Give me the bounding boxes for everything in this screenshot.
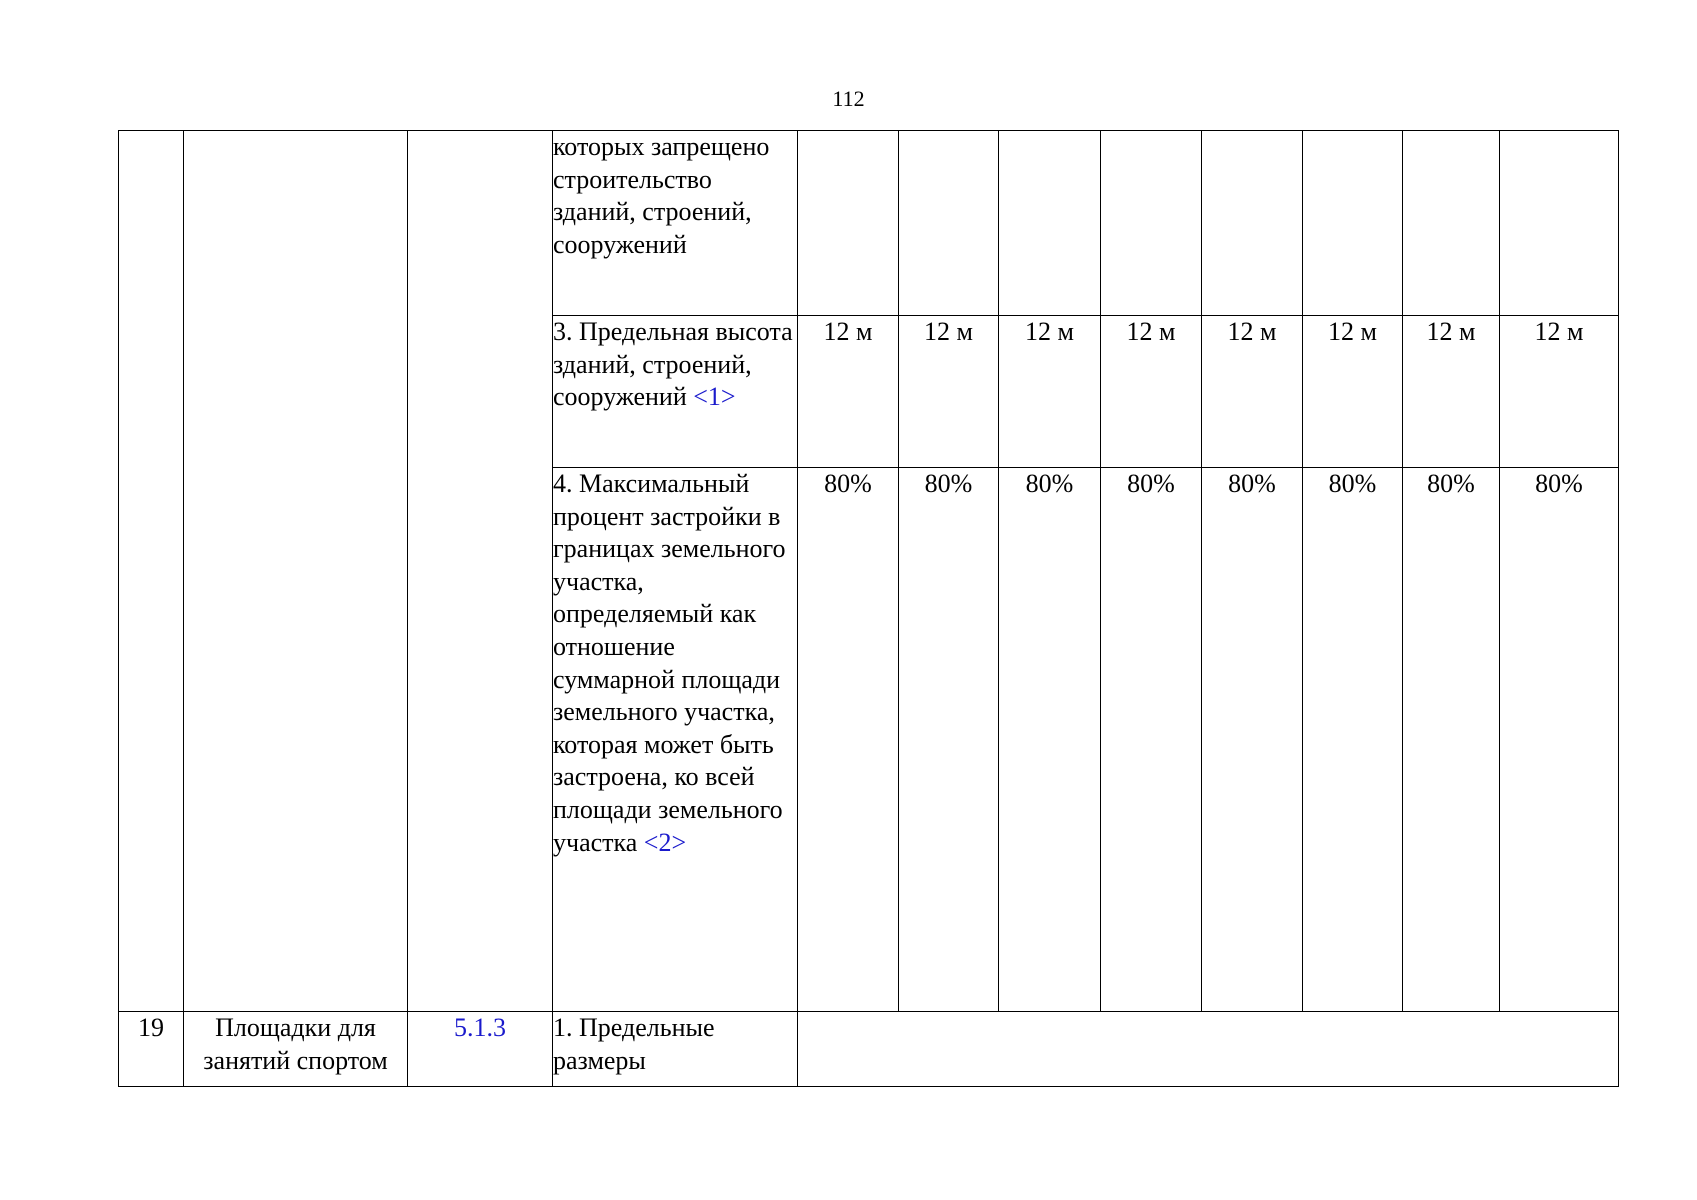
value-cell: 12 м (798, 316, 899, 468)
value-cell: 80% (798, 468, 899, 1012)
use-type-name: Площадки для занятий спортом (184, 1012, 408, 1087)
value-cell: 80% (1101, 468, 1202, 1012)
value-cell (1303, 131, 1403, 316)
merged-value-cell (798, 1012, 1619, 1087)
param-cell (553, 316, 798, 468)
value-cell: 12 м (1403, 316, 1500, 468)
footnote-link[interactable]: <1> (693, 382, 736, 412)
value-cell (899, 131, 999, 316)
value-cell (1403, 131, 1500, 316)
value-cell: 12 м (1500, 316, 1619, 468)
value-cell: 80% (1303, 468, 1403, 1012)
page-number: 112 (832, 86, 865, 111)
value-cell: 12 м (1101, 316, 1202, 468)
table-row (119, 1012, 1619, 1087)
value-cell (999, 131, 1101, 316)
table-row (119, 131, 1619, 316)
param-text: 3. Предельная высота зданий, строений, сооружений (553, 317, 793, 412)
row-number: 19 (119, 1012, 184, 1087)
footnote-link[interactable]: <2> (643, 827, 687, 857)
classifier-code-link[interactable]: 5.1.3 (454, 1013, 506, 1042)
regulations-table (118, 130, 1619, 1087)
classifier-code-cell (408, 1012, 553, 1087)
value-cell (1101, 131, 1202, 316)
value-cell: 80% (999, 468, 1101, 1012)
param-text: 1. Предельные размеры (553, 1013, 715, 1075)
value-cell: 80% (899, 468, 999, 1012)
value-cell: 12 м (999, 316, 1101, 468)
value-cell: 12 м (899, 316, 999, 468)
param-cell (553, 468, 798, 1012)
value-cell: 80% (1500, 468, 1619, 1012)
cell-name-continued (184, 131, 408, 1012)
value-cell (1202, 131, 1303, 316)
param-text: 4. Максимальный процент застройки в границах земельного участка, определяемый как отношение суммарной площади земельного участка, которая может быть застроена, ко всей площади земельного участка (553, 469, 786, 857)
cell-num-continued (119, 131, 184, 1012)
value-cell: 12 м (1202, 316, 1303, 468)
value-cell: 80% (1403, 468, 1500, 1012)
param-cell (553, 1012, 798, 1087)
value-cell: 80% (1202, 468, 1303, 1012)
value-cell (1500, 131, 1619, 316)
value-cell (798, 131, 899, 316)
value-cell: 12 м (1303, 316, 1403, 468)
cell-code-continued (408, 131, 553, 1012)
param-text: которых запрещено строительство зданий, строений, сооружений (553, 132, 770, 259)
param-cell (553, 131, 798, 316)
